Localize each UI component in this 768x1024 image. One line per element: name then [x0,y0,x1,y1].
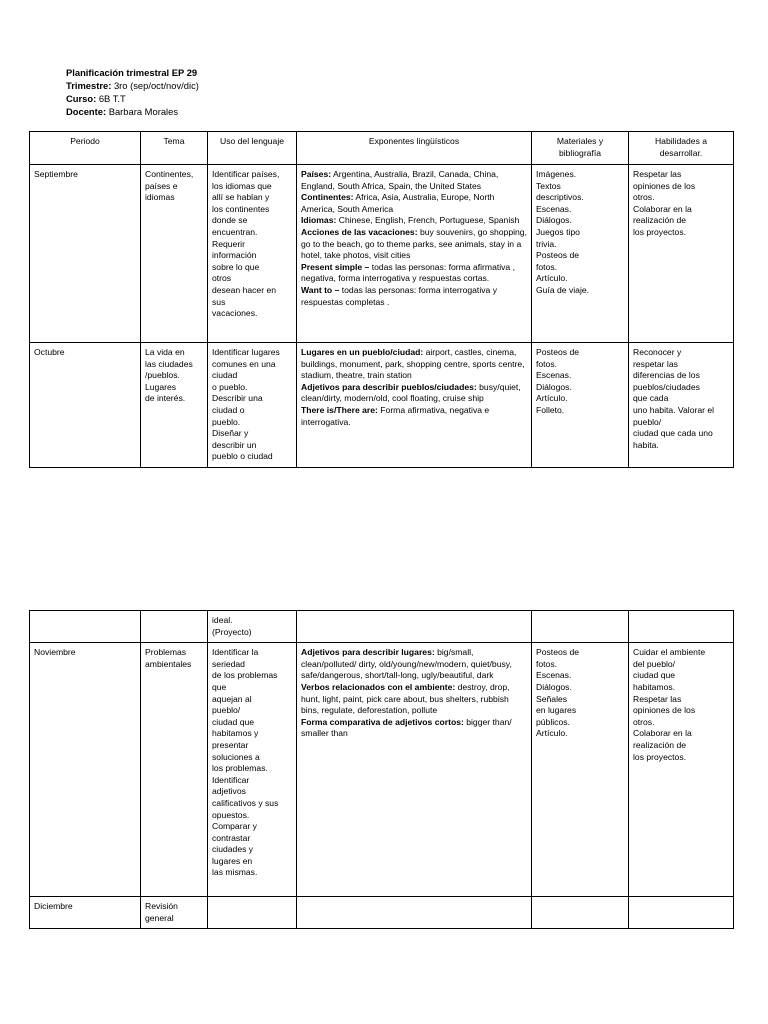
column-header-habilidades: Habilidades a desarrollar. [629,132,734,165]
exponente-line: Adjetivos para describir pueblos/ciudades: busy/quiet, clean/dirty, modern/old, cool floating, cruise ship [301,381,521,404]
cell-periodo [30,611,141,643]
cell-materiales: Posteos de fotos. Escenas. Diálogos. Señales en lugares públicos. Artículo. [532,643,629,897]
document-header [66,66,199,118]
cell-habilidades: Reconocer y respetar las diferencias de los pueblos/ciudades que cada uno habita. Valorar el pueblo/ ciudad que cada uno habita. [629,343,734,468]
table-row-diciembre [30,897,734,929]
column-header-exponentes: Exponentes lingüísticos [297,132,532,165]
cell-tema: Problemas ambientales [141,643,208,897]
cell-uso: ideal. (Proyecto) [208,611,297,643]
exponente-line: Forma comparativa de adjetivos cortos: bigger than/ smaller than [301,716,512,739]
planning-table-page-1 [29,131,734,468]
exponente-line: Lugares en un pueblo/ciudad: airport, castles, cinema, buildings, monument, park, shopping centre, sports centre, stadium, theatre, train station [301,347,525,381]
cell-materiales [532,897,629,929]
exponente-line: Present simple – todas las personas: forma afirmativa , negativa, forma interrogativa y respuestas cortas. [301,261,515,284]
exponente-line: There is/There are: Forma afirmativa, negativa e interrogativa. [301,404,490,427]
cell-uso [208,897,297,929]
cell-exponentes [297,643,532,897]
planning-table-page-2 [29,610,734,929]
column-header-tema: Tema [141,132,208,165]
table-row-septiembre [30,165,734,343]
cell-materiales: Imágenes. Textos descriptivos. Escenas. Diálogos. Juegos tipo trivia. Posteos de fotos. Artículo. Guía de viaje. [532,165,629,343]
cell-exponentes [297,165,532,343]
exponente-line: Acciones de las vacaciones: buy souvenirs, go shopping, go to the beach, go to theme parks, see animals, stay in a hotel, take photos, visit cities [301,226,527,261]
exponente-line: Continentes: Africa, Asia, Australia, Europe, North America, South America [301,192,495,214]
cell-tema: La vida en las ciudades /pueblos. Lugares de interés. [141,343,208,468]
exponente-line: Verbos relacionados con el ambiente: destroy, drop, hunt, light, paint, pick care about, bus shelters, rubbish bins, regulate, deforestation, pollute [301,681,510,716]
cell-materiales [532,611,629,643]
cell-habilidades: Cuidar el ambiente del pueblo/ ciudad que habitamos. Respetar las opiniones de los otros. Colaborar en la realización de los proyectos. [629,643,734,897]
column-header-materiales: Materiales y bibliografía [532,132,629,165]
cell-tema [141,611,208,643]
cell-exponentes [297,343,532,468]
cell-habilidades [629,897,734,929]
table-row-continuation [30,611,734,643]
document-title: Planificación trimestral EP 29 [66,67,198,78]
cell-periodo: Octubre [30,343,141,468]
exponente-line: Países: Argentina, Australia, Brazil, Canada, China, England, South Africa, Spain, the United States [301,169,499,191]
column-header-periodo: Periodo [30,132,141,165]
header-line-docente: Docente: Barbara Morales [66,106,179,117]
cell-uso: Identificar lugares comunes en una ciudad o pueblo. Describir una ciudad o pueblo. Diseñar y describir un pueblo o ciudad [208,343,297,468]
cell-uso: Identificar países, los idiomas que allí se hablan y los continentes donde se encuentran. Requerir información sobre lo que otros desean hacer en sus vacaciones. [208,165,297,343]
cell-exponentes [297,611,532,643]
table-row-octubre [30,343,734,468]
cell-tema: Continentes, países e idiomas [141,165,208,343]
exponente-line: Adjetivos para describir lugares: big/small, clean/polluted/ dirty, old/young/new/modern, quiet/busy, safe/dangerous, short/tall-long, ugly/beautiful, dark [301,647,512,681]
cell-materiales: Posteos de fotos. Escenas. Diálogos. Artículo. Folleto. [532,343,629,468]
exponente-line: Want to – todas las personas: forma interrogativa y respuestas completas . [301,284,497,307]
cell-periodo: Septiembre [30,165,141,343]
header-line-curso: Curso: 6B T.T [66,93,126,104]
cell-periodo: Noviembre [30,643,141,897]
cell-habilidades: Respetar las opiniones de los otros. Colaborar en la realización de los proyectos. [629,165,734,343]
cell-exponentes [297,897,532,929]
cell-periodo: Diciembre [30,897,141,929]
cell-habilidades [629,611,734,643]
exponente-line: Idiomas: Chinese, English, French, Portuguese, Spanish [301,215,520,226]
cell-tema: Revisión general [141,897,208,929]
table-header-row [30,132,734,165]
table-row-noviembre [30,643,734,897]
header-line-trimestre: Trimestre: 3ro (sep/oct/nov/dic) [66,80,199,91]
cell-uso: Identificar la seriedad de los problemas que aquejan al pueblo/ ciudad que habitamos y presentar soluciones a los problemas. Identificar adjetivos calificativos y sus opuestos. Comparar y contrastar ciudades y lugares en las mismas. [208,643,297,897]
column-header-uso: Uso del lenguaje [208,132,297,165]
